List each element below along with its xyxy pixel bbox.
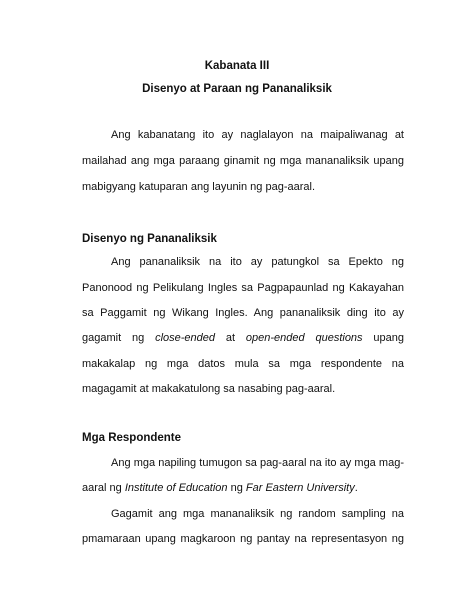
- design-line: [82, 331, 404, 346]
- intro-line: mailahad ang mga paraang ginamit ng mga mananaliksik upang: [82, 155, 404, 167]
- respondents-line: Ang mga napiling tumugon sa pag-aaral na ito ay mga mag-: [111, 457, 404, 469]
- section-heading-respondents: Mga Respondente: [82, 432, 182, 444]
- design-line-italic: close-ended: [155, 332, 216, 344]
- design-line-italic: open-ended questions: [245, 332, 363, 344]
- design-line: Panonood ng Pelikulang Ingles sa Pagpapaunlad ng Kakayahan: [82, 282, 404, 294]
- intro-line: mabigyang katuparan ang layunin ng pag-aaral.: [82, 181, 315, 193]
- design-line: Ang pananaliksik na ito ay patungkol sa Epekto ng: [111, 256, 404, 268]
- design-line: magagamit at makakatulong sa nasabing pag-aaral.: [82, 383, 336, 395]
- respondents-line-text: aaral ng: [82, 482, 125, 494]
- respondents-line-italic: Institute of Education: [124, 482, 228, 494]
- design-line-text: gagamit ng: [82, 332, 156, 344]
- section-heading-design: Disenyo ng Pananaliksik: [82, 233, 217, 245]
- respondents-line: [82, 481, 404, 496]
- respondents-line-text: ng: [227, 482, 246, 494]
- design-line-text: at: [215, 332, 246, 344]
- respondents-line: Gagamit ang mga mananaliksik ng random sampling na: [111, 508, 404, 520]
- respondents-line-text: .: [354, 482, 358, 494]
- respondents-line: pmamaraan upang magkaroon ng pantay na representasyon ng: [82, 533, 404, 545]
- chapter-title: Disenyo at Paraan ng Pananaliksik: [142, 83, 332, 95]
- respondents-line-italic: Far Eastern University: [245, 482, 355, 494]
- intro-line: Ang kabanatang ito ay naglalayon na maipaliwanag at: [111, 129, 404, 141]
- design-line-text: upang: [362, 332, 404, 344]
- design-line: sa Paggamit ng Wikang Ingles. Ang pananaliksik ding ito ay: [82, 307, 404, 319]
- chapter-label: Kabanata III: [204, 60, 270, 72]
- design-line: makakalap ng mga datos mula sa mga respondente na: [82, 358, 404, 370]
